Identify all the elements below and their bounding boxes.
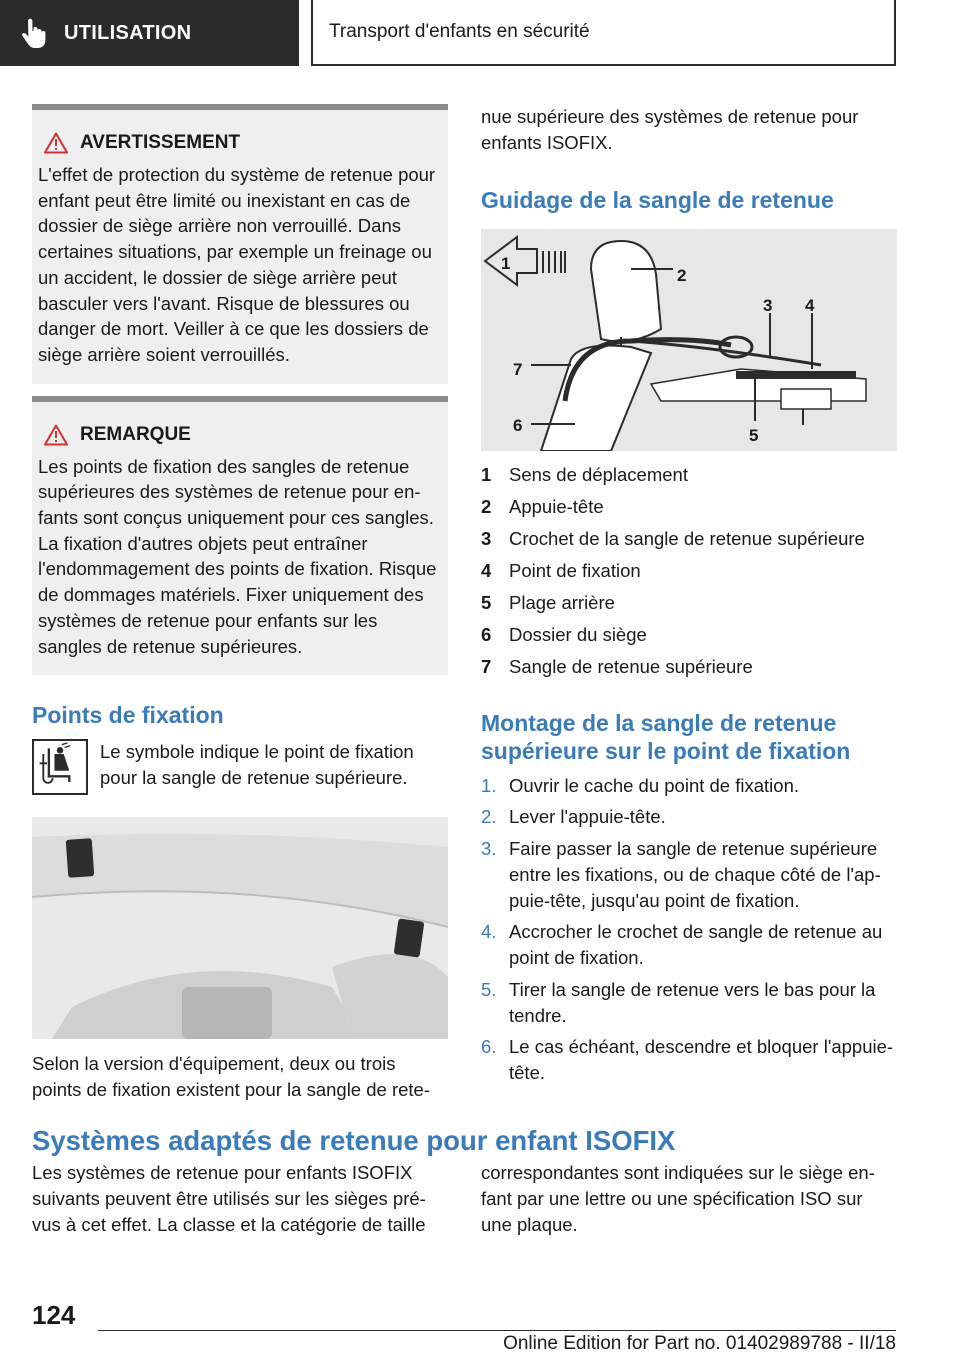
left-column: [32, 104, 448, 1103]
legend-item: 4 Point de fixation: [481, 559, 641, 581]
child-seat-anchor-symbol-icon: [32, 739, 88, 795]
section-title: UTILISATION: [64, 21, 192, 44]
diagram-label-7: 7: [513, 359, 523, 379]
step-item: 2. Lever l'appuie-tête.: [481, 806, 666, 828]
chapter-title: Transport d'enfants en sécurité: [329, 21, 590, 42]
legend-item: 5 Plage arrière: [481, 591, 615, 613]
remark-title: REMARQUE: [80, 423, 191, 445]
diagram-label-1: 1: [501, 253, 511, 273]
warning-triangle-icon: [44, 132, 68, 154]
mounting-heading: Montage de la sangle de retenue supérieure sur le point de fixation: [481, 709, 851, 764]
diagram-legend: [481, 459, 897, 683]
diagram-label-2: 2: [677, 265, 687, 285]
photo-caption: Selon la version d'équipement, deux ou trois points de fixation existent pour la sangle de rete-: [32, 1053, 430, 1101]
mounting-steps: [481, 773, 897, 1087]
section-tab: [0, 0, 299, 66]
legend-item: 2 Appuie-tête: [481, 495, 604, 517]
diagram-label-4: 4: [805, 295, 815, 315]
anchor-points-photo: [32, 817, 448, 1039]
tether-routing-diagram: [481, 229, 897, 451]
warning-text: L'effet de protection du système de retenue pour enfant peut être limité ou inexistant en cas de dossier de siège arrière non verrouillé. Dans certaines situations, par exemple un freinage ou un accident, le dossier de siège arrière peut basculer vers l'avant. Risque de blessures ou danger de mort. Veiller à ce que les dossiers de siège arrière soient verrouillés.: [38, 164, 436, 365]
diagram-label-6: 6: [513, 415, 523, 435]
step-item: 1. Ouvrir le cache du point de fixation.: [481, 774, 799, 796]
remark-box: [32, 396, 448, 676]
tether-guide-heading: Guidage de la sangle de retenue: [481, 186, 834, 213]
warning-title: AVERTISSEMENT: [80, 132, 241, 153]
legend-item: 6 Dossier du siège: [481, 623, 647, 645]
footer-divider: [98, 1330, 896, 1331]
step-item: 4. Accrocher le crochet de sangle de retenue au point de fixation.: [481, 921, 883, 969]
remark-text: Les points de fixation des sangles de retenue supérieures des systèmes de retenue pour enfants sont conçus uniquement pour ces sangles. La fixation d'autres objets peut entraîner l'endommagement des points de fixation. Risque de dommages matériels. Fixer uniquement des systèmes de retenue pour enfants sur les sangles de retenue supérieures.: [38, 455, 437, 657]
warning-box: [32, 104, 448, 384]
legend-item: 1 Sens de déplacement: [481, 463, 688, 485]
diagram-label-5: 5: [749, 425, 759, 445]
symbol-description: Le symbole indique le point de fixation pour la sangle de retenue supérieure.: [100, 741, 414, 789]
chapter-header: [311, 0, 896, 66]
step-item: 6. Le cas échéant, descendre et bloquer l'appuie-tête.: [481, 1036, 894, 1084]
continued-text: nue supérieure des systèmes de retenue pour enfants ISOFIX.: [481, 106, 859, 153]
step-item: 3. Faire passer la sangle de retenue supérieure entre les fixations, ou de chaque côté de l'appuie-tête, jusqu'au point de fixation.: [481, 837, 881, 911]
direction-arrow-icon: [485, 237, 537, 285]
step-item: 5. Tirer la sangle de retenue vers le bas pour la tendre.: [481, 978, 876, 1026]
page-number: 124: [32, 1300, 76, 1330]
diagram-label-3: 3: [763, 295, 773, 315]
anchor-symbol-row: [32, 739, 448, 795]
isofix-text-right: correspondantes sont indiquées sur le siège enfant par une lettre ou une spécification ISO sur une plaque.: [481, 1162, 875, 1235]
isofix-heading: Systèmes adaptés de retenue pour enfant ISOFIX: [32, 1125, 676, 1156]
edition-note: Online Edition for Part no. 01402989788 - II/18: [503, 1333, 896, 1354]
caution-triangle-icon: [44, 424, 68, 446]
legend-item: 7 Sangle de retenue supérieure: [481, 655, 753, 677]
anchor-points-heading: Points de fixation: [32, 702, 224, 729]
hand-pointer-icon: [18, 17, 50, 49]
right-column: [481, 104, 897, 1092]
legend-item: 3 Crochet de la sangle de retenue supérieure: [481, 527, 865, 549]
isofix-text-left: Les systèmes de retenue pour enfants ISOFIX suivants peuvent être utilisés sur les sièges prévus à cet effet. La classe et la catégorie de taille: [32, 1162, 426, 1235]
